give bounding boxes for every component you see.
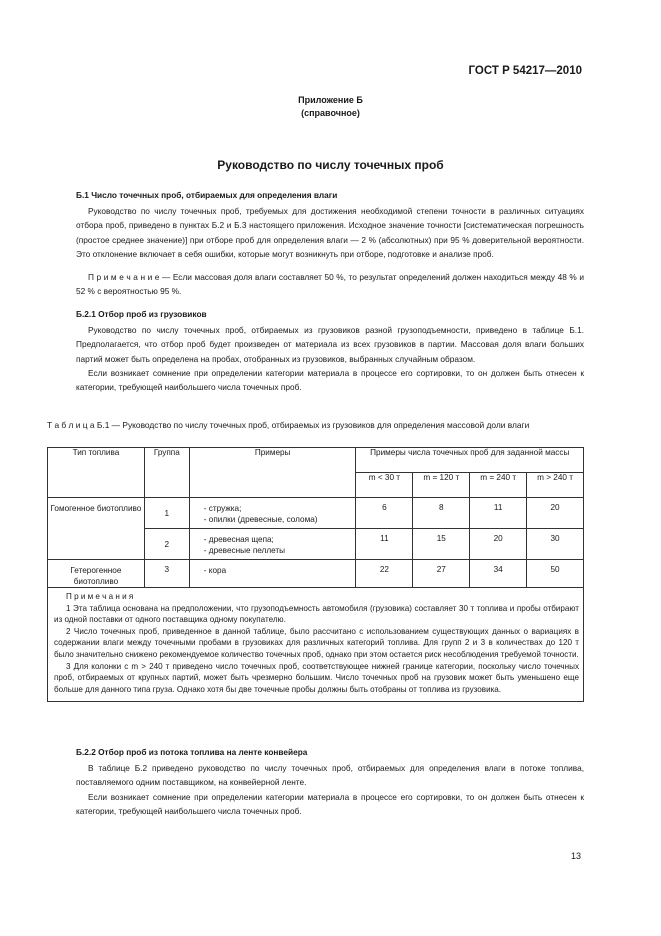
header-m2: m = 120 т	[413, 473, 470, 498]
cell-group: 2	[144, 529, 189, 560]
table-caption	[47, 419, 584, 432]
cell-value: 50	[527, 560, 584, 588]
appendix-heading	[0, 94, 661, 120]
cell-value: 11	[356, 529, 413, 560]
page-title: Руководство по числу точечных проб	[217, 158, 444, 172]
note-label: П р и м е ч а н и е	[88, 272, 160, 283]
appendix-subtitle: (справочное)	[301, 108, 360, 118]
header-m1: m < 30 т	[356, 473, 413, 498]
table-note-3: 3 Для колонки с m > 240 т приведено число точечных проб, соответствующее нижней границе категории, поскольку число точечных проб, отбираемых от крупных партий, может быть чрезмерно большим. Число точечных проб на грузовик может быть уменьшено еще больше для данного типа груза. Однако хотя бы две точечные пробы должны быть отобраны от топлива из грузовика.	[54, 661, 579, 694]
header-examples: Примеры	[189, 448, 356, 498]
table-notes-label: П р и м е ч а н и я	[66, 592, 134, 601]
section-b22-heading: Б.2.2 Отбор проб из потока топлива на ленте конвейера	[76, 747, 308, 757]
section-b22-paragraph-1: В таблице Б.2 приведено руководство по числу точечных проб, отбираемых для определения влаги в потоке топлива, поставляемого одним поставщиком, на конвейерной ленте.	[76, 763, 584, 788]
cell-group: 3	[144, 560, 189, 588]
section-b22	[76, 745, 584, 818]
table-caption-text: — Руководство по числу точечных проб, отбираемых из грузовиков для определения массовой доли влаги	[109, 420, 530, 430]
example-item: - древесная щепа;	[203, 535, 274, 544]
cell-value: 6	[356, 498, 413, 529]
section-b1	[76, 188, 584, 298]
section-b21-heading: Б.2.1 Отбор проб из грузовиков	[76, 309, 207, 319]
section-b22-paragraph-2: Если возникает сомнение при определении категории материала в процессе его сортировки, то он должен быть отнесен к категории, требующей наибольшего числа точечных проб.	[76, 791, 584, 816]
document-header: ГОСТ Р 54217—2010	[468, 65, 582, 77]
example-item: - опилки (древесные, солома)	[203, 515, 318, 524]
table-row	[48, 560, 584, 588]
cell-fuel-type: Гетерогенное биотопливо	[48, 560, 145, 588]
header-m4: m > 240 т	[527, 473, 584, 498]
table-row	[48, 498, 584, 529]
cell-value: 27	[413, 560, 470, 588]
cell-value: 30	[527, 529, 584, 560]
cell-value: 20	[527, 498, 584, 529]
cell-value: 15	[413, 529, 470, 560]
header-mass-group: Примеры числа точечных проб для заданной массы	[356, 448, 584, 473]
cell-examples	[189, 529, 356, 560]
cell-value: 20	[470, 529, 527, 560]
table-caption-label: Т а б л и ц а Б.1	[47, 420, 110, 430]
cell-value: 11	[470, 498, 527, 529]
appendix-title: Приложение Б	[298, 95, 363, 105]
table-note-2: 2 Число точечных проб, приведенное в данной таблице, было рассчитано с использованием существующих данных о вариациях в содержании влаги между точечными пробами в грузовиках для различных категорий топлива. Для групп 2 и 3 в количествах до 120 т было значительно снижено рекомендуемое количество точечных проб, однако при этом остается риск несоблюдения требуемой точности.	[54, 626, 579, 659]
cell-value: 34	[470, 560, 527, 588]
table-notes	[48, 588, 584, 702]
cell-value: 22	[356, 560, 413, 588]
table-b1	[47, 447, 584, 702]
cell-examples	[189, 560, 356, 588]
section-b21-paragraph-1: Руководство по числу точечных проб, отбираемых из грузовиков разной грузоподъемности, приведено в таблице Б.1. Предполагается, что отбор проб будет произведен от материала из всех грузовиков в партии. Массовая доля влаги больших партий может быть определена на пробах, отобранных из грузовиков, выбранных случайным образом.	[76, 325, 584, 364]
header-group: Группа	[144, 448, 189, 498]
header-fuel-type: Тип топлива	[48, 448, 145, 498]
section-b21	[76, 307, 584, 394]
cell-examples	[189, 498, 356, 529]
page-number: 13	[570, 851, 581, 861]
note-text: — Если массовая доля влаги составляет 50 %, то результат определений должен находиться между 48 % и 52 % с вероятностью 95 %.	[76, 272, 584, 297]
section-b1-note	[76, 270, 584, 298]
section-b21-paragraph-2: Если возникает сомнение при определении категории материала в процессе его сортировки, то он должен быть отнесен к категории, требующей наибольшего числа точечных проб.	[76, 367, 584, 393]
cell-group: 1	[144, 498, 189, 529]
header-m3: m = 240 т	[470, 473, 527, 498]
cell-fuel-type: Гомогенное биотопливо	[48, 498, 145, 560]
example-item: - стружка;	[203, 504, 242, 513]
cell-value: 8	[413, 498, 470, 529]
table-note-1: 1 Эта таблица основана на предположении, что грузоподъемность автомобиля (грузовика) составляет 30 т топлива и пробы отбирают из одной поставки от одного поставщика одному покупателю.	[54, 603, 579, 625]
example-item: - кора	[203, 566, 227, 575]
example-item: - древесные пеллеты	[203, 546, 286, 555]
section-b1-heading: Б.1 Число точечных проб, отбираемых для определения влаги	[76, 190, 338, 200]
section-b1-paragraph: Руководство по числу точечных проб, требуемых для достижения необходимой степени точности в различных ситуациях отбора проб, приведено в пунктах Б.2 и Б.3 настоящего приложения. Исходное значение точности [систематическая погрешность (простое среднее значение)] при отборе проб для определения влаги — 2 % (абсолютных) при 95 % доверительной вероятности. Это отклонение включает в себя ошибки, которые могут возникнуть при отборе, подготовке и анализе проб.	[76, 206, 584, 259]
